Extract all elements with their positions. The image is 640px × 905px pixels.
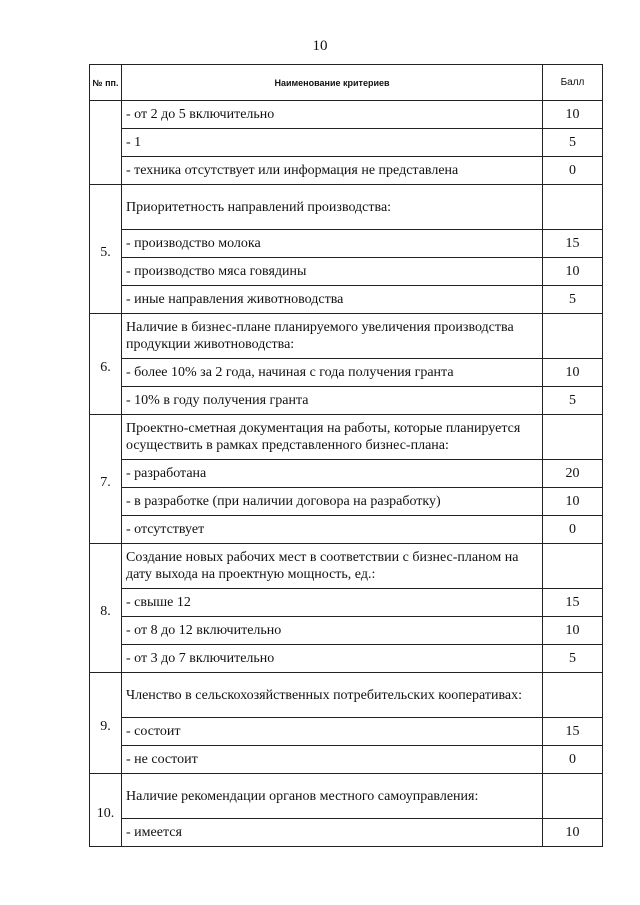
criterion-title-row — [90, 544, 603, 589]
criterion-option-label: - свыше 12 — [122, 589, 543, 617]
criterion-option-label: - в разработке (при наличии договора на разработку) — [122, 488, 543, 516]
criterion-title-score-cell — [543, 314, 603, 359]
criterion-option-row — [90, 746, 603, 774]
criterion-title-score-cell — [543, 673, 603, 718]
criterion-number: 7. — [90, 415, 122, 544]
criterion-option-score: 15 — [543, 230, 603, 258]
criterion-option-score: 0 — [543, 157, 603, 185]
criterion-title-row — [90, 314, 603, 359]
criterion-title-score-cell — [543, 185, 603, 230]
criterion-option-score: 5 — [543, 645, 603, 673]
criterion-option-label: - имеется — [122, 819, 543, 847]
criterion-number: 10. — [90, 774, 122, 847]
criterion-option-row — [90, 230, 603, 258]
criterion-title: Наличие рекомендации органов местного самоуправления: — [122, 774, 543, 819]
criterion-title-row — [90, 774, 603, 819]
criterion-option-row — [90, 359, 603, 387]
criterion-option-label: - 1 — [122, 129, 543, 157]
criterion-title: Приоритетность направлений производства: — [122, 185, 543, 230]
criterion-option-row — [90, 387, 603, 415]
criterion-title-score-cell — [543, 415, 603, 460]
criterion-option-row — [90, 589, 603, 617]
criterion-option-score: 10 — [543, 359, 603, 387]
criterion-option-row — [90, 718, 603, 746]
criterion-option-label: - не состоит — [122, 746, 543, 774]
criterion-title: Создание новых рабочих мест в соответствии с бизнес-планом на дату выхода на проектную мощность, ед.: — [122, 544, 543, 589]
criterion-option-label: - производство молока — [122, 230, 543, 258]
criterion-option-row — [90, 488, 603, 516]
criterion-option-score: 10 — [543, 258, 603, 286]
criterion-option-row — [90, 516, 603, 544]
criterion-option-label: - более 10% за 2 года, начиная с года получения гранта — [122, 359, 543, 387]
header-number: № пп. — [90, 65, 122, 101]
page-number: 10 — [312, 38, 328, 54]
criterion-title: Членство в сельскохозяйственных потребительских кооперативах: — [122, 673, 543, 718]
criterion-title: Проектно-сметная документация на работы, которые планируется осуществить в рамках представленного бизнес-плана: — [122, 415, 543, 460]
criterion-option-score: 0 — [543, 746, 603, 774]
criterion-title-score-cell — [543, 774, 603, 819]
criterion-option-score: 20 — [543, 460, 603, 488]
criterion-title-row — [90, 185, 603, 230]
criterion-number: 5. — [90, 185, 122, 314]
criterion-option-score: 10 — [543, 488, 603, 516]
criterion-option-row — [90, 101, 603, 129]
criterion-option-row — [90, 819, 603, 847]
criterion-number: 9. — [90, 673, 122, 774]
criterion-option-score: 5 — [543, 129, 603, 157]
criterion-option-score: 10 — [543, 617, 603, 645]
criterion-option-label: - от 8 до 12 включительно — [122, 617, 543, 645]
criterion-number: 6. — [90, 314, 122, 415]
criterion-option-label: - иные направления животноводства — [122, 286, 543, 314]
criterion-option-row — [90, 286, 603, 314]
criterion-option-label: - от 3 до 7 включительно — [122, 645, 543, 673]
criterion-option-label: - состоит — [122, 718, 543, 746]
criterion-option-row — [90, 258, 603, 286]
criterion-option-score: 0 — [543, 516, 603, 544]
criterion-title-row — [90, 673, 603, 718]
table-header-row — [90, 65, 603, 101]
criterion-option-score: 15 — [543, 718, 603, 746]
criterion-number: 8. — [90, 544, 122, 673]
criteria-body — [90, 101, 603, 847]
criterion-option-row — [90, 129, 603, 157]
criterion-number — [90, 101, 122, 185]
criterion-option-score: 10 — [543, 819, 603, 847]
criterion-title: Наличие в бизнес-плане планируемого увеличения производства продукции животноводства: — [122, 314, 543, 359]
criterion-title-score-cell — [543, 544, 603, 589]
criterion-option-label: - от 2 до 5 включительно — [122, 101, 543, 129]
criterion-option-label: - отсутствует — [122, 516, 543, 544]
criterion-option-score: 10 — [543, 101, 603, 129]
criterion-option-label: - техника отсутствует или информация не представлена — [122, 157, 543, 185]
criterion-option-label: - 10% в году получения гранта — [122, 387, 543, 415]
criterion-option-row — [90, 645, 603, 673]
criterion-option-row — [90, 157, 603, 185]
header-score: Балл — [543, 65, 603, 101]
criterion-option-score: 5 — [543, 387, 603, 415]
criterion-option-label: - производство мяса говядины — [122, 258, 543, 286]
header-criteria-name: Наименование критериев — [122, 65, 543, 101]
criterion-title-row — [90, 415, 603, 460]
criterion-option-score: 15 — [543, 589, 603, 617]
criterion-option-row — [90, 460, 603, 488]
criterion-option-score: 5 — [543, 286, 603, 314]
criterion-option-row — [90, 617, 603, 645]
criteria-table — [89, 64, 603, 847]
criterion-option-label: - разработана — [122, 460, 543, 488]
